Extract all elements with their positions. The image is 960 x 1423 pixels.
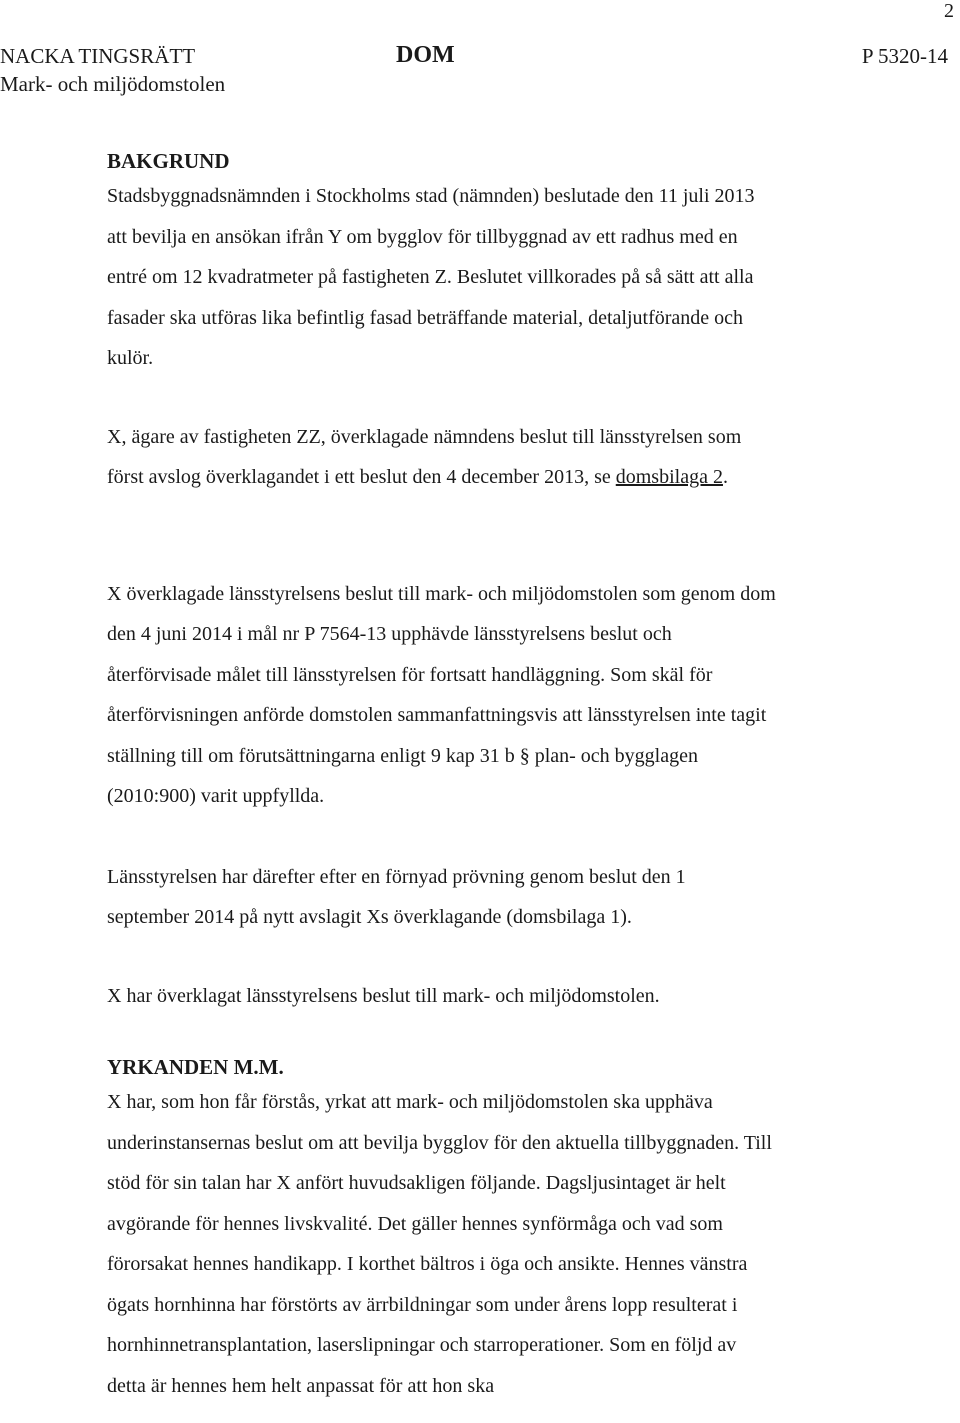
text-line: underinstansernas beslut om att bevilja bygglov för den aktuella tillbyggnaden. Till <box>107 1131 772 1154</box>
text-line: entré om 12 kvadratmeter på fastigheten Z. Beslutet villkorades på så sätt att alla <box>107 266 754 288</box>
text-line: återförvisningen anförde domstolen sammanfattningsvis att länsstyrelsen inte tagit <box>107 704 767 726</box>
court-block <box>0 42 225 98</box>
text-line: (2010:900) varit uppfyllda. <box>107 785 325 807</box>
paragraph-yrkanden-1 <box>107 1082 907 1406</box>
text-line: den 4 juni 2014 i mål nr P 7564-13 upphävde länsstyrelsens beslut och <box>107 623 672 645</box>
text-fragment: först avslog överklagandet i ett beslut den 4 december 2013, se <box>107 466 616 488</box>
text-line: stöd för sin talan har X anfört huvudsakligen följande. Dagsljusintaget är helt <box>107 1172 726 1194</box>
paragraph-bakgrund-4 <box>107 857 907 938</box>
case-number: P 5320-14 <box>861 44 948 68</box>
text-line: X överklagade länsstyrelsens beslut till mark- och miljödomstolen som genom dom <box>107 582 776 605</box>
paragraph-bakgrund-5 <box>107 976 907 1017</box>
text-line: återförvisade målet till länsstyrelsen för fortsatt handläggning. Som skäl för <box>107 663 713 686</box>
court-name: NACKA TINGSRÄTT <box>0 44 196 68</box>
text-line: fasader ska utföras lika befintlig fasad beträffande material, detaljutförande och <box>107 306 744 329</box>
text-line: september 2014 på nytt avslagit Xs överklagande (domsbilaga 1). <box>107 906 632 928</box>
document-header <box>0 42 960 98</box>
text-line: kulör. <box>107 347 154 369</box>
text-line: ögats hornhinna har förstörts av ärrbildningar som under årens lopp resulterat i <box>107 1293 738 1316</box>
paragraph-bakgrund-1 <box>107 176 907 379</box>
text-line: Stadsbyggnadsnämnden i Stockholms stad (nämnden) beslutade den 11 juli 2013 <box>107 185 755 207</box>
text-fragment: . <box>722 466 728 488</box>
document-type: DOM <box>396 42 455 68</box>
paragraph-bakgrund-3 <box>107 574 907 817</box>
text-line: X har överklagat länsstyrelsens beslut till mark- och miljödomstolen. <box>107 984 660 1007</box>
text-line <box>107 457 907 498</box>
text-line: avgörande för hennes livskvalité. Det gäller hennes synförmåga och vad som <box>107 1212 723 1235</box>
paragraph-bakgrund-2 <box>107 417 907 498</box>
domsbilaga-2-link[interactable]: domsbilaga 2 <box>615 466 723 488</box>
text-line: X, ägare av fastigheten ZZ, överklagade nämndens beslut till länsstyrelsen som <box>107 425 742 448</box>
text-line: X har, som hon får förstås, yrkat att mark- och miljödomstolen ska upphäva <box>107 1091 713 1113</box>
text-line: ställning till om förutsättningarna enligt 9 kap 31 b § plan- och bygglagen <box>107 744 698 767</box>
court-division: Mark- och miljödomstolen <box>0 72 226 96</box>
section-heading-bakgrund: BAKGRUND <box>107 149 230 173</box>
text-line: hornhinnetransplantation, laserslipningar och starroperationer. Som en följd av <box>107 1334 737 1356</box>
section-heading-yrkanden: YRKANDEN M.M. <box>107 1055 284 1079</box>
text-line: Länsstyrelsen har därefter efter en förnyad prövning genom beslut den 1 <box>107 865 686 888</box>
text-line: förorsakat hennes handikapp. I korthet bältros i öga och ansikte. Hennes vänstra <box>107 1253 748 1275</box>
document-body <box>107 146 907 1406</box>
text-line: att bevilja en ansökan ifrån Y om bygglov för tillbyggnad av ett radhus med en <box>107 225 738 248</box>
page-number: 2 <box>944 0 954 22</box>
text-line: detta är hennes hem helt anpassat för att hon ska <box>107 1374 495 1397</box>
